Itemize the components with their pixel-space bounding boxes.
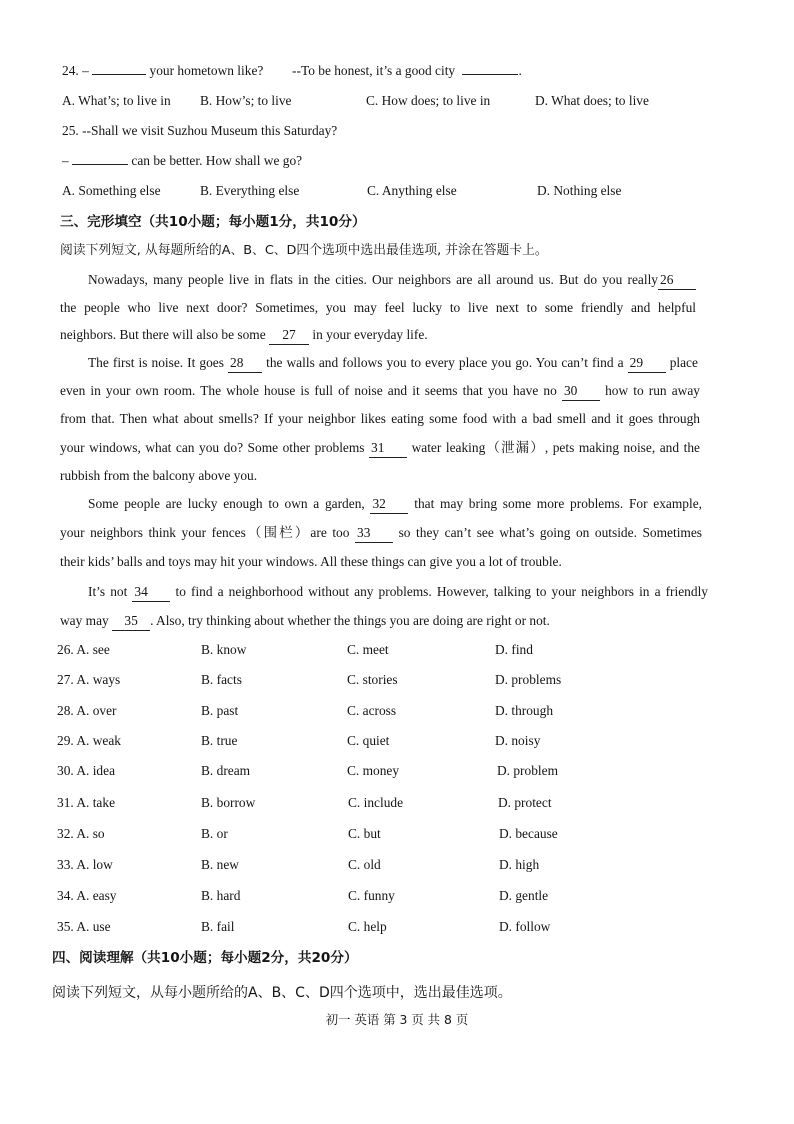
section-3-instruction: 阅读下列短文, 从每题所给的A、B、C、D四个选项中选出最佳选项, 并涂在答题卡上。 [60,243,548,258]
passage-line: neighbors. But there will also be some 27 in your everyday life. [60,326,428,345]
passage-line: It’s not 34 to find a neighborhood without any problems. However, talking to your neighbors in a friendly [88,583,708,602]
option-d: D. What does; to live [535,93,649,108]
question-24: 24. – your hometown like? --To be honest, it’s a good city . [62,63,522,78]
reply-text: --To be honest, it’s a good city [292,63,456,78]
blank-33: 33 [355,524,393,543]
passage-line: from that. Then what about smells? If your neighbor likes eating some food with a bad smell and it goes through [60,411,700,426]
blank-27: 27 [269,326,309,345]
passage-line: their kids’ balls and toys may hit your windows. All these things can give you a lot of trouble. [60,554,562,569]
option-c: C. How does; to live in [366,93,491,108]
question-text: your hometown like? [149,63,264,78]
blank-34: 34 [132,583,170,602]
passage-line: your windows, what can you do? Some other problems 31 water leaking（泄漏）, pets making noise, and the [60,439,700,458]
blank-29: 29 [628,354,666,373]
option-b: B. How’s; to live [200,93,292,108]
passage-line: The first is noise. It goes 28 the walls and follows you to every place you go. You can’t find a 29 place [88,354,698,373]
option-d: D. Nothing else [537,183,622,198]
passage-line: Nowadays, many people live in flats in the cities. Our neighbors are all around us. But do you really 26 [88,271,696,290]
passage-line: way may 35 . Also, try thinking about whether the things you are doing are right or not. [60,612,550,631]
option-c: C. Anything else [367,183,457,198]
passage-line: Some people are lucky enough to own a garden, 32 that may bring some more problems. For example, [88,495,702,514]
passage-line: the people who live next door? Sometimes, you may feel lucky to live next to some friendly and helpful [60,300,696,315]
section-4-heading: 四、阅读理解（共10小题；每小题2分，共20分） [52,950,358,966]
passage-line: rubbish from the balcony above you. [60,468,258,483]
passage-line: your neighbors think your fences（围栏）are too 33 so they can’t see what’s going on outside. Sometimes [60,524,702,543]
question-25-reply: – can be better. How shall we go? [62,153,303,168]
option-b: B. Everything else [200,183,300,198]
section-3-heading: 三、完形填空（共10小题；每小题1分，共10分） [60,214,366,230]
answer-blank [72,152,128,165]
answer-blank [462,62,518,75]
page-footer: 初一 英语 第 3 页 共 8 页 [325,1012,469,1027]
section-4-instruction: 阅读下列短文，从每小题所给的A、B、C、D四个选项中，选出最佳选项。 [52,985,512,1001]
exam-page: 24. – your hometown like? --To be honest, it’s a good city . A. What’s; to live in B. How’s; to live C. How does; to live in D. What does; to live 25. --Shall we visit Suzhou Museum this Saturday? – can be better. How shall we go? A. Something else B. Everything else C. Anything else D. Nothing else 三、完形填空（共10小题；每小题1分，共10分） 阅读下列短文, 从每题所给的A、B、C、D四个选项中选出最佳选项, 并涂在答题卡上。 Nowadays, many people live in flats in the cities. Our neighbors are all around us. But do you really 26 the people who live next door? Sometimes, you may feel lucky to live next to some friendly and helpful neighbors. But there will also be some 27 in your everyday life. The first is noise. It goes 28 the walls and follows you to every place you go. You can’t find a 29 place even in your own room. The whole house is full of noise and it seems that you have no 30 how to run away from that. Then what about smells? If your neighbor likes eating some food with a bad smell and it goes through your windows, what can you do? Some other problems 31 water leaking（泄漏）, pets making noise, and the rubbish from the balcony above you. Some people are lucky enough to own a garden, 32 that may bring some more problems. For example, your neighbors think your fences（围栏）are too 33 so they can’t see what’s going on outside. Sometimes their kids’ balls and toys may hit your windows. All these things can give you a lot of trouble. It’s not 34 to find a neighborhood without any problems. However, talking to your neighbors in a friendly way may 35 . Also, try thinking about whether the things you are doing are right or not. 26. A. see B. know C. meet D. find 27. A. ways B. facts C. stories D. problems 28. A. over B. past C. across D. through 29. A. weak B. true C. quiet D. noisy 30. A. idea B. dream C. money D. problem 31. A. take B. borrow C. include D. protect 32. A. so B. or C. but D. because 33. A. low B. new C. old D. high 34. A. easy B. hard C. funny D. gentle 35. A. use B. fail C. help D. follow 四、阅读理解（共10小题；每小题2分，共20分） 阅读下列短文，从每小题所给的A、B、C、D四个选项中，选出最佳选项。 初一 英语 第 3 页 共 8 页 [0,0,794,1124]
blank-28: 28 [228,354,262,373]
blank-31: 31 [369,439,407,458]
blank-26: 26 [658,271,696,290]
option-a: A. What’s; to live in [62,93,171,108]
dash: – [82,63,89,78]
question-number: 24. [62,63,79,78]
answer-blank [92,62,146,75]
blank-32: 32 [370,495,408,514]
blank-30: 30 [562,382,600,401]
passage-line: even in your own room. The whole house is full of noise and it seems that you have no 30 how to run away [60,382,700,401]
blank-35: 35 [112,612,150,631]
question-25-stem: 25. --Shall we visit Suzhou Museum this Saturday? [62,123,338,138]
option-a: A. Something else [62,183,161,198]
